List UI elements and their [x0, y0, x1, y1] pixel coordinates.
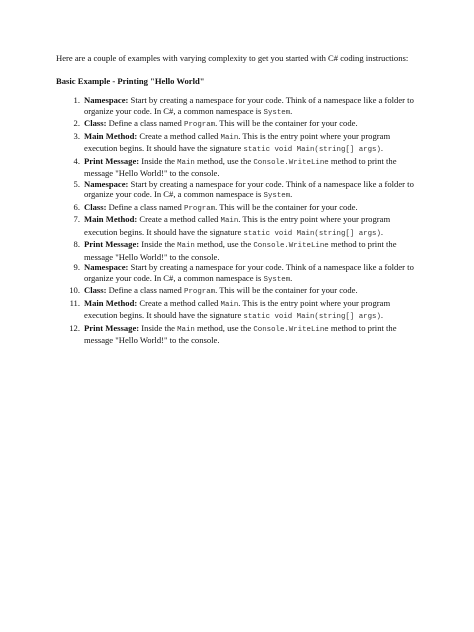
list-item-text: . — [290, 272, 293, 283]
inline-code: System — [263, 192, 291, 200]
list-item-text: . — [290, 189, 293, 199]
list-item-text: . This is the entry point where your program execution begins. It should have the signature — [84, 214, 391, 237]
list-item-text: . This is the entry point where your program execution begins. It should have the signature — [84, 130, 391, 153]
inline-code: System — [263, 275, 291, 284]
list-item-text: . This will be the container for your code. — [215, 201, 358, 212]
list-item-number: 2. — [73, 118, 80, 128]
list-item-text: Inside the — [139, 322, 178, 333]
list-item — [56, 131, 418, 156]
list-item — [56, 298, 418, 323]
list-item — [56, 285, 418, 298]
inline-code: Main — [177, 158, 195, 167]
list-item — [56, 202, 418, 215]
intro-paragraph: Here are a couple of examples with varying complexity to get you started with C# coding instructions: — [56, 53, 409, 63]
list-item-label: Main Method: — [84, 130, 138, 141]
list-item-text: Define a class named — [106, 285, 185, 295]
list-item-text: Start by creating a namespace for your code. Think of a namespace like a folder to organize your code. In C#, a common namespace is — [84, 178, 414, 199]
list-item-number: 12. — [69, 322, 80, 333]
list-item-number: 3. — [73, 130, 80, 141]
list-item-label: Main Method: — [84, 214, 138, 224]
inline-code: static void Main(string[] args) — [243, 229, 381, 238]
list-item-number: 1. — [73, 95, 80, 105]
inline-code: Program — [184, 204, 216, 213]
list-item-number: 5. — [73, 178, 80, 189]
list-item-text: Create a method called — [137, 214, 221, 224]
inline-code: System — [263, 108, 291, 117]
list-item-text: Start by creating a namespace for your code. Think of a namespace like a folder to organize your code. In C#, a common namespace is — [84, 262, 414, 283]
list-item-number: 11. — [69, 297, 80, 308]
list-item-text: . This will be the container for your code. — [215, 285, 358, 295]
inline-code: Program — [184, 288, 216, 296]
list-item — [56, 118, 418, 131]
list-item-label: Namespace: — [84, 178, 129, 189]
inline-code: Console.WriteLine — [253, 158, 329, 167]
list-item — [56, 262, 418, 285]
list-item-label: Main Method: — [84, 297, 138, 308]
list-item-label: Class: — [84, 285, 107, 295]
list-item — [56, 156, 418, 179]
list-item — [56, 214, 418, 239]
list-item-text: . — [380, 310, 384, 320]
list-item-text: method to print the message "Hello World!" to the console. — [84, 239, 397, 262]
list-item — [56, 239, 418, 262]
section-heading: Basic Example - Printing "Hello World" — [56, 75, 205, 86]
list-item — [56, 95, 418, 118]
list-item-text: . — [380, 143, 384, 153]
list-item-label: Print Message: — [84, 239, 140, 249]
list-item-text: method to print the message "Hello World!" to the console. — [84, 155, 397, 178]
inline-code: Main — [177, 242, 195, 250]
list-item-text: Inside the — [139, 239, 178, 249]
list-item-text: Create a method called — [137, 297, 221, 308]
list-item-text: . — [290, 105, 293, 116]
list-item-text: . This will be the container for your code. — [215, 118, 358, 128]
inline-code: Main — [220, 217, 239, 225]
list-item-number: 10. — [69, 285, 80, 295]
list-item-text: method, use the — [194, 239, 254, 249]
document-page — [56, 53, 418, 346]
list-item-text: method, use the — [194, 155, 254, 166]
list-item-number: 9. — [73, 262, 80, 272]
list-item-text: Start by creating a namespace for your code. Think of a namespace like a folder to organize your code. In C#, a common namespace is — [84, 95, 414, 116]
list-item-label: Print Message: — [84, 322, 140, 333]
inline-code: Console.WriteLine — [253, 325, 329, 334]
inline-code: Main — [177, 325, 195, 334]
inline-code: static void Main(string[] args) — [243, 146, 381, 154]
list-item — [56, 323, 418, 346]
list-item-number: 6. — [73, 201, 80, 212]
inline-code: static void Main(string[] args) — [243, 313, 381, 321]
list-item-text: Create a method called — [137, 130, 221, 141]
list-item-text: Define a class named — [106, 118, 185, 128]
list-item-label: Namespace: — [84, 262, 129, 272]
steps-list — [56, 95, 418, 346]
list-item-number: 8. — [73, 239, 80, 249]
list-item-number: 4. — [73, 155, 80, 166]
list-item-text: method, use the — [194, 322, 254, 333]
list-item-label: Print Message: — [84, 155, 140, 166]
list-item-label: Class: — [84, 118, 107, 128]
list-item-text: . — [380, 226, 384, 237]
list-item-text: Inside the — [139, 155, 178, 166]
inline-code: Main — [220, 133, 239, 142]
inline-code: Main — [220, 300, 239, 309]
list-item — [56, 179, 418, 202]
list-item-label: Class: — [84, 201, 107, 212]
list-item-number: 7. — [73, 214, 80, 224]
list-item-text: method to print the message "Hello World!" to the console. — [84, 322, 397, 345]
list-item-text: . This is the entry point where your program execution begins. It should have the signature — [84, 297, 391, 320]
list-item-label: Namespace: — [84, 95, 129, 105]
inline-code: Program — [184, 121, 216, 129]
inline-code: Console.WriteLine — [253, 242, 329, 250]
list-item-text: Define a class named — [106, 201, 185, 212]
